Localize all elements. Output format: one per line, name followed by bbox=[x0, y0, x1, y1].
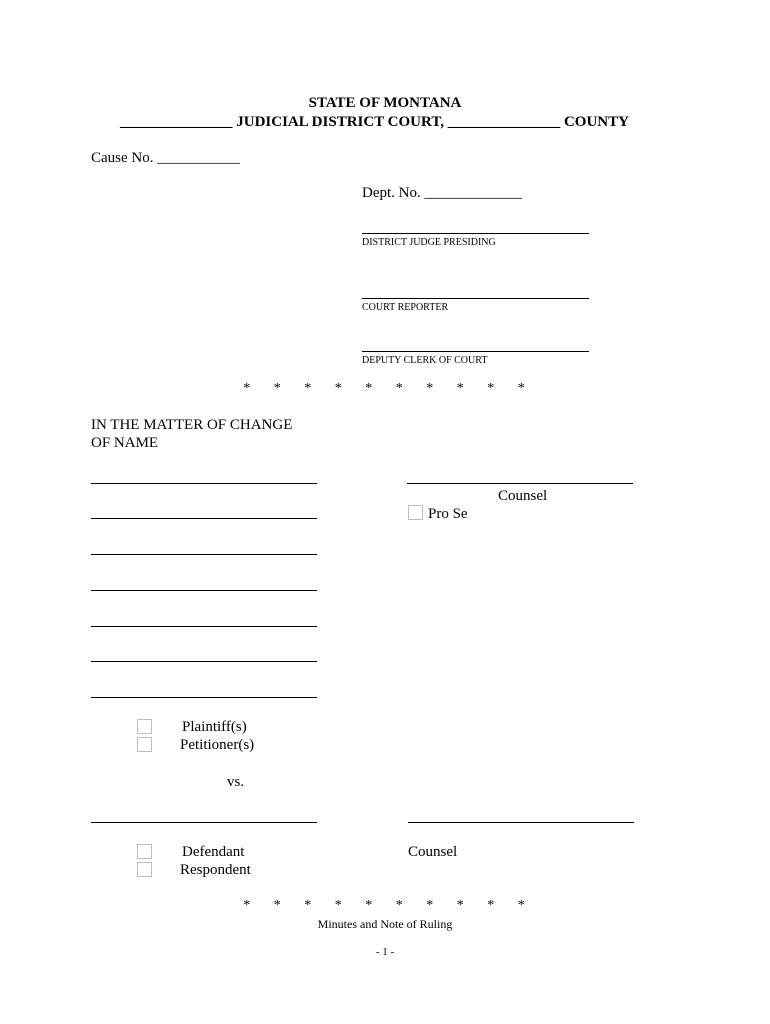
court-line: _______________ JUDICIAL DISTRICT COURT, _______________ COUNTY bbox=[120, 114, 629, 130]
dept-number: Dept. No. _____________ bbox=[362, 185, 522, 201]
defendant-counsel-line[interactable] bbox=[408, 822, 634, 823]
defendant-counsel-label: Counsel bbox=[408, 844, 458, 860]
matter-line-1: IN THE MATTER OF CHANGE bbox=[91, 417, 293, 433]
petitioner-checkbox[interactable] bbox=[137, 737, 152, 752]
pro-se-checkbox[interactable] bbox=[408, 505, 423, 520]
judge-signature-line[interactable] bbox=[362, 233, 589, 234]
separator-bottom: * * * * * * * * * * bbox=[243, 898, 535, 913]
name-line[interactable] bbox=[91, 697, 317, 698]
clerk-label: DEPUTY CLERK OF COURT bbox=[362, 355, 488, 366]
cause-number: Cause No. ___________ bbox=[91, 150, 240, 166]
matter-line-2: OF NAME bbox=[91, 435, 159, 451]
name-line[interactable] bbox=[91, 590, 317, 591]
name-line[interactable] bbox=[91, 661, 317, 662]
petitioner-label: Petitioner(s) bbox=[180, 737, 255, 753]
separator-top: * * * * * * * * * * bbox=[243, 381, 535, 396]
respondent-checkbox[interactable] bbox=[137, 862, 152, 877]
defendant-label: Defendant bbox=[182, 844, 245, 860]
page-number: - 1 - bbox=[375, 946, 395, 958]
versus-text: vs. bbox=[227, 774, 245, 790]
document-title: Minutes and Note of Ruling bbox=[317, 917, 453, 931]
name-line[interactable] bbox=[91, 483, 317, 484]
name-line[interactable] bbox=[91, 626, 317, 627]
name-line[interactable] bbox=[91, 554, 317, 555]
judge-label: DISTRICT JUDGE PRESIDING bbox=[362, 237, 496, 248]
plaintiff-counsel-line[interactable] bbox=[407, 483, 633, 484]
reporter-signature-line[interactable] bbox=[362, 298, 589, 299]
defendant-name-line[interactable] bbox=[91, 822, 317, 823]
plaintiff-counsel-label: Counsel bbox=[498, 488, 548, 504]
respondent-label: Respondent bbox=[180, 862, 251, 878]
name-line[interactable] bbox=[91, 518, 317, 519]
defendant-checkbox[interactable] bbox=[137, 844, 152, 859]
reporter-label: COURT REPORTER bbox=[362, 302, 449, 313]
state-title: STATE OF MONTANA bbox=[308, 95, 462, 111]
plaintiff-checkbox[interactable] bbox=[137, 719, 152, 734]
pro-se-label: Pro Se bbox=[428, 506, 468, 522]
plaintiff-label: Plaintiff(s) bbox=[182, 719, 247, 735]
clerk-signature-line[interactable] bbox=[362, 351, 589, 352]
